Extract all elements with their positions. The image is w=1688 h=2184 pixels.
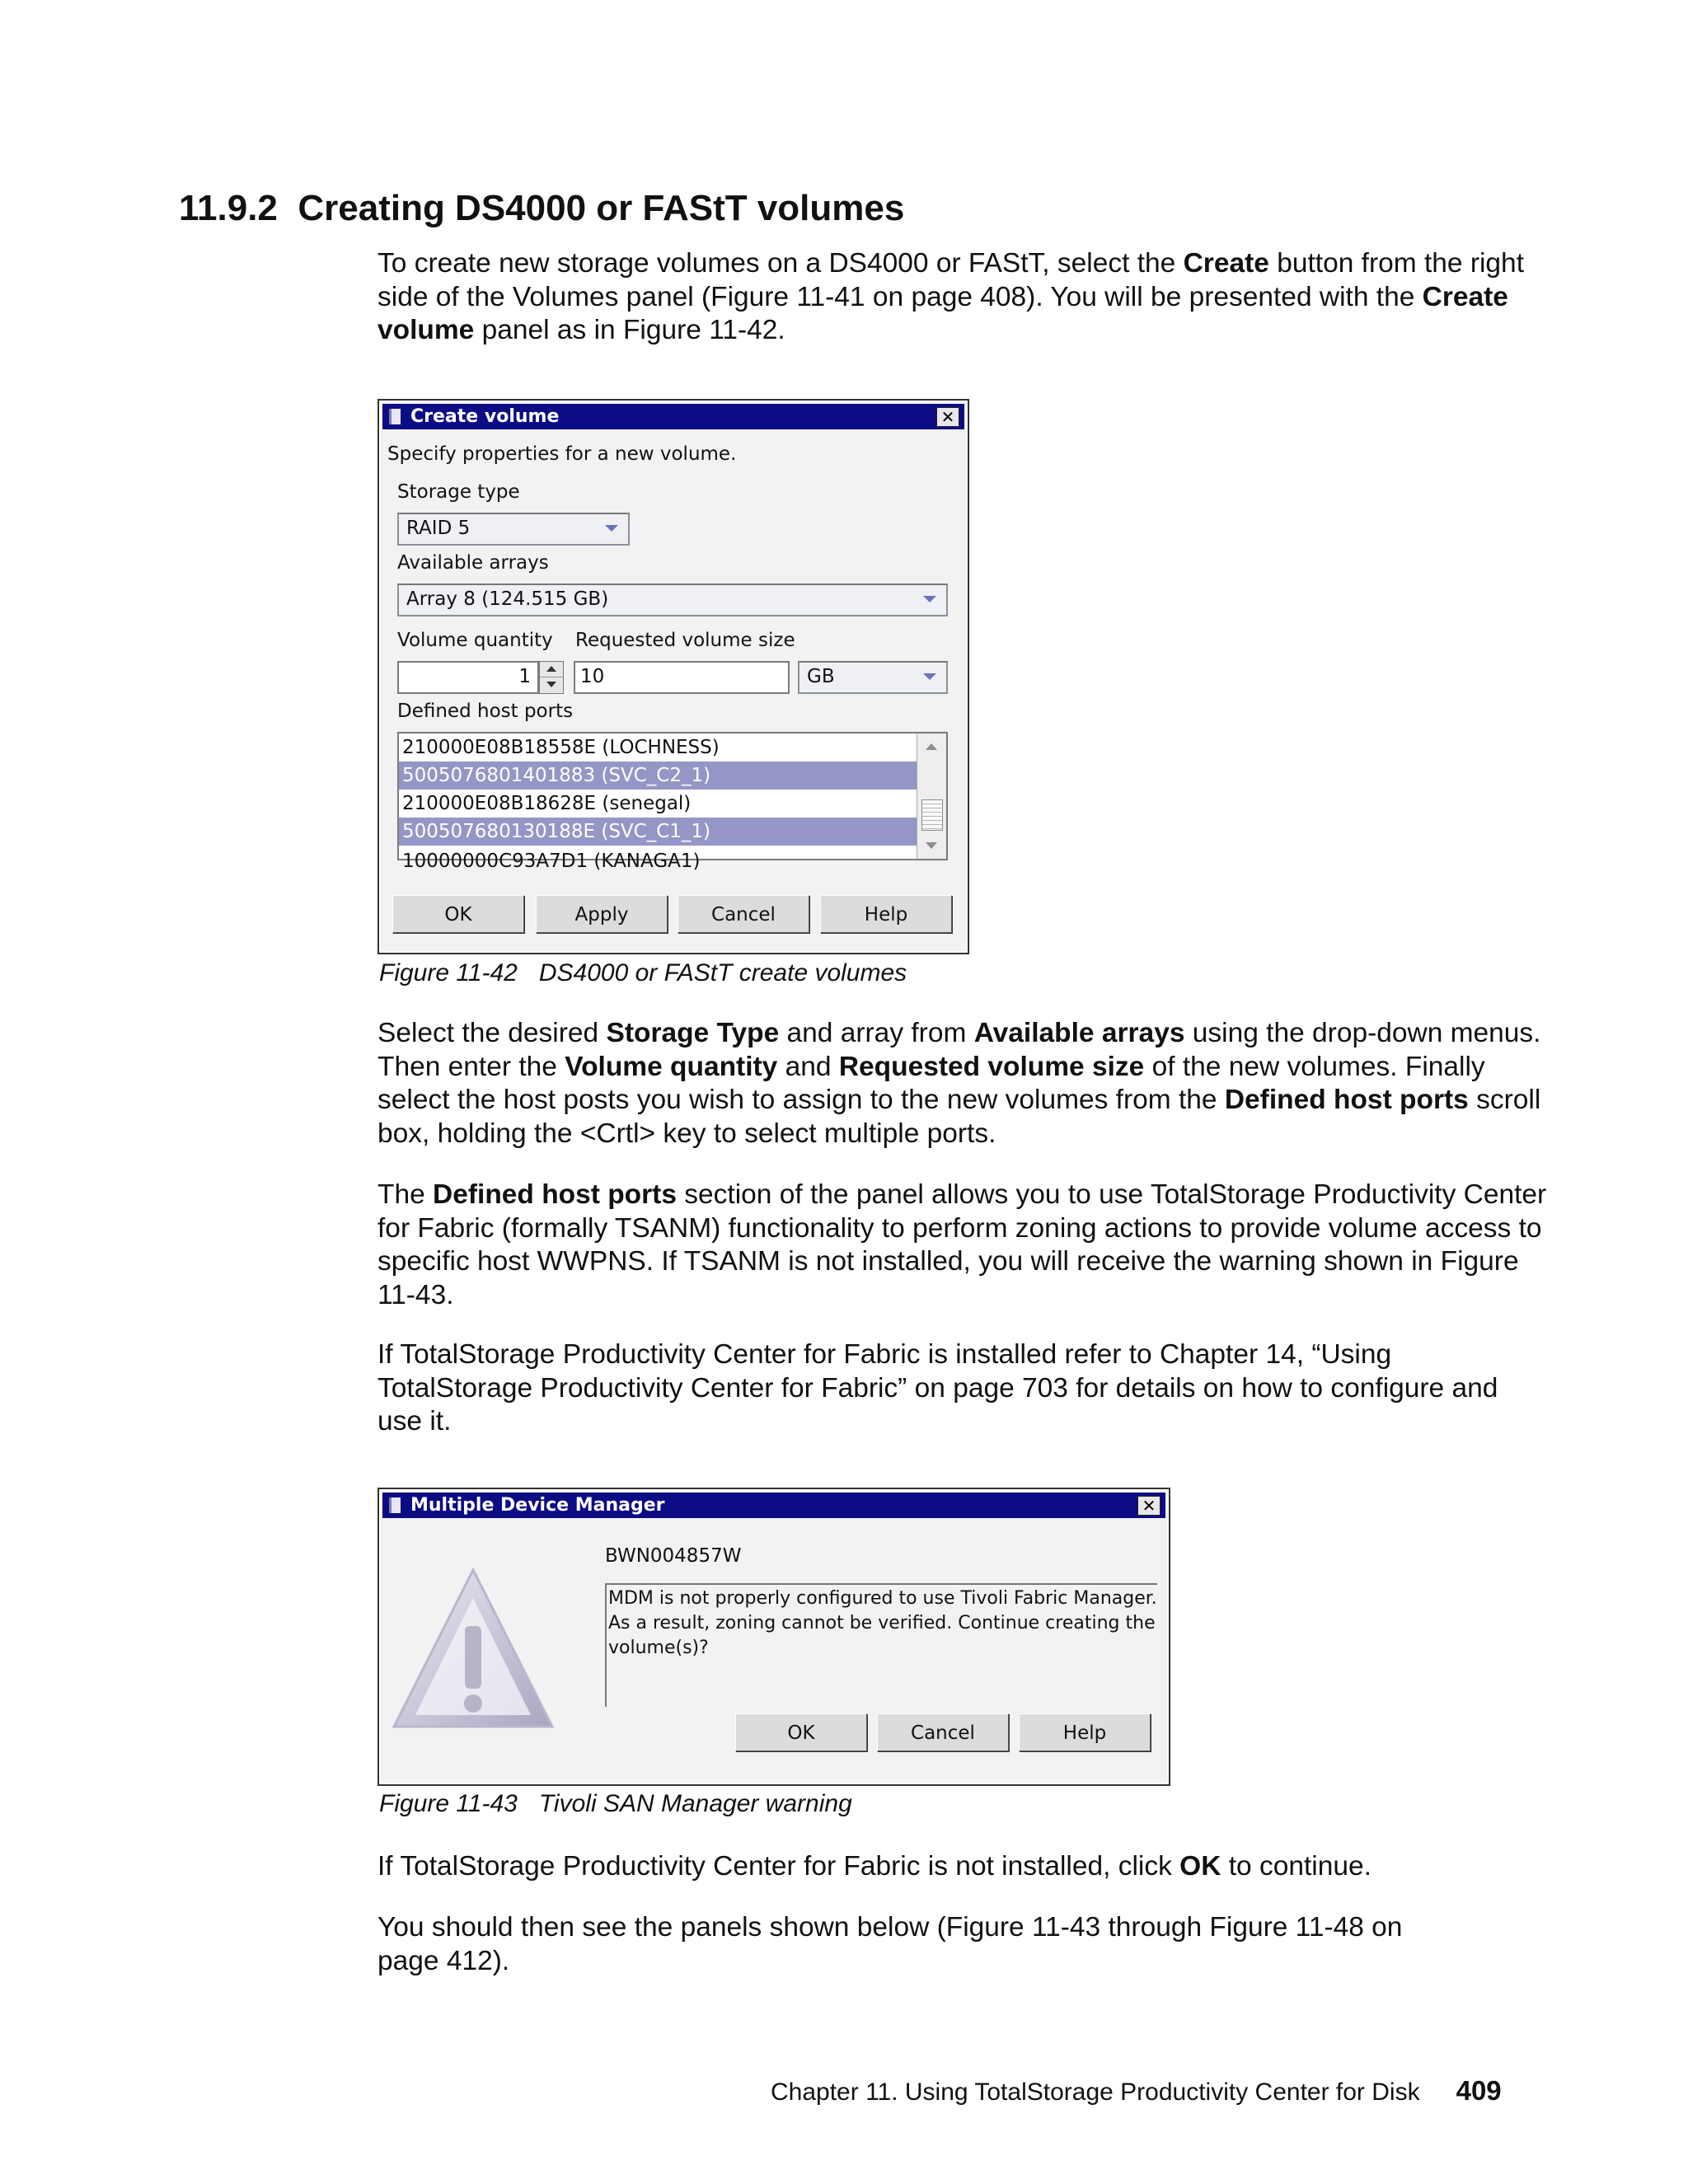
size-label: Requested volume size [575, 630, 795, 651]
storage-type-label: Storage type [397, 481, 520, 503]
cancel-button[interactable]: Cancel [678, 895, 809, 933]
body-paragraph: You should then see the panels shown below (Figure 11-43 through Figure 11-48 on page 412). [377, 1912, 1403, 1976]
stepper-down-icon[interactable] [546, 682, 556, 687]
list-item[interactable]: 210000E08B18628E (senegal) [402, 793, 692, 814]
body-paragraph: If TotalStorage Productivity Center for Fabric is installed refer to Chapter 14, “Using TotalStorage Productivity Center for Fabric” on page 703 for details on how to configure and use it. [377, 1339, 1498, 1436]
section-heading [179, 188, 904, 229]
host-ports-list[interactable] [397, 732, 948, 872]
chevron-down-icon [923, 596, 936, 602]
apply-button[interactable]: Apply [536, 895, 668, 933]
size-input[interactable]: 10 [574, 661, 790, 694]
body-paragraph: If TotalStorage Productivity Center for Fabric is not installed, click OK to continue. [377, 1851, 1372, 1882]
message-box [605, 1583, 1157, 1707]
size-unit-select[interactable] [798, 661, 948, 694]
instruction-text: Specify properties for a new volume. [387, 443, 737, 465]
available-arrays-select[interactable] [397, 583, 948, 616]
figure-caption: Figure 11-42 DS4000 or FAStT create volumes [379, 959, 907, 987]
arrays-value: Array 8 (124.515 GB) [406, 588, 609, 610]
list-item[interactable]: 10000000C93A7D1 (KANAGA1) [402, 851, 701, 872]
body-paragraph: Select the desired Storage Type and array from Available arrays using the drop-down menus. Then enter the Volume quantity and Requested volume size of the new volumes. Finally select the host posts you wish to assign to the new volumes from the Defined host ports scroll box, holding the <Crtl> key to select multiple ports. [377, 1018, 1541, 1149]
warning-triangle-icon [391, 1565, 556, 1730]
scroll-thumb[interactable] [921, 799, 943, 831]
intro-paragraph: To create new storage volumes on a DS4000 or FAStT, select the Create button from the right side of the Volumes panel (Figure 11-41 on page 408). You will be presented with the Create volume panel as in Figure 11-42. [377, 248, 1524, 345]
list-item[interactable]: 210000E08B18558E (LOCHNESS) [402, 737, 720, 758]
close-icon[interactable]: ✕ [936, 407, 959, 427]
help-button[interactable]: Help [820, 895, 952, 933]
chevron-down-icon [923, 673, 936, 680]
scroll-up-icon[interactable] [926, 743, 937, 750]
dialog-title: Multiple Device Manager [410, 1495, 665, 1516]
quantity-input[interactable]: 1 [397, 661, 539, 694]
stepper-up-icon[interactable] [546, 666, 556, 672]
create-volume-dialog [377, 399, 969, 954]
window-icon [389, 409, 401, 424]
ok-button[interactable]: OK [392, 895, 524, 933]
dialog-titlebar[interactable] [382, 404, 964, 429]
body-paragraph: The Defined host ports section of the panel allows you to use TotalStorage Productivity Center for Fabric (formally TSANM) functionality to perform zoning actions to provide volume access to specific host WWPNS. If TSANM is not installed, you will receive the warning shown in Figure 11-43. [377, 1179, 1547, 1310]
unit-value: GB [807, 666, 835, 687]
storage-type-select[interactable] [397, 513, 630, 546]
help-button[interactable]: Help [1019, 1713, 1151, 1751]
quantity-stepper[interactable] [539, 661, 564, 694]
ok-button[interactable]: OK [735, 1713, 867, 1751]
figure-caption: Figure 11-43 Tivoli SAN Manager warning [379, 1790, 852, 1817]
section-number: 11.9.2 [179, 188, 278, 228]
chapter-title: Chapter 11. Using TotalStorage Productivity Center for Disk [771, 2079, 1420, 2106]
message-line: volume(s)? [608, 1638, 709, 1658]
storage-type-value: RAID 5 [406, 518, 471, 539]
section-title: Creating DS4000 or FAStT volumes [298, 188, 905, 228]
message-line: As a result, zoning cannot be verified. Continue creating the [608, 1613, 1156, 1633]
page-footer [771, 2075, 1502, 2107]
page-number: 409 [1456, 2075, 1502, 2106]
window-icon [389, 1497, 401, 1513]
list-item[interactable]: 500507680130188E (SVC_C1_1) [399, 818, 917, 846]
arrays-label: Available arrays [397, 552, 549, 574]
dialog-titlebar[interactable] [382, 1493, 1165, 1518]
cancel-button[interactable]: Cancel [877, 1713, 1009, 1751]
dialog-title: Create volume [410, 406, 560, 427]
list-scrollbar[interactable] [917, 733, 946, 859]
quantity-label: Volume quantity [397, 630, 553, 651]
warning-dialog [377, 1488, 1170, 1786]
ports-label: Defined host ports [397, 701, 574, 722]
message-code: BWN004857W [605, 1545, 742, 1567]
message-line: MDM is not properly configured to use Tivoli Fabric Manager. [608, 1588, 1157, 1609]
list-item[interactable]: 5005076801401883 (SVC_C2_1) [399, 762, 917, 790]
chevron-down-icon [605, 525, 618, 532]
scroll-down-icon[interactable] [926, 842, 937, 849]
close-icon[interactable]: ✕ [1137, 1496, 1160, 1516]
